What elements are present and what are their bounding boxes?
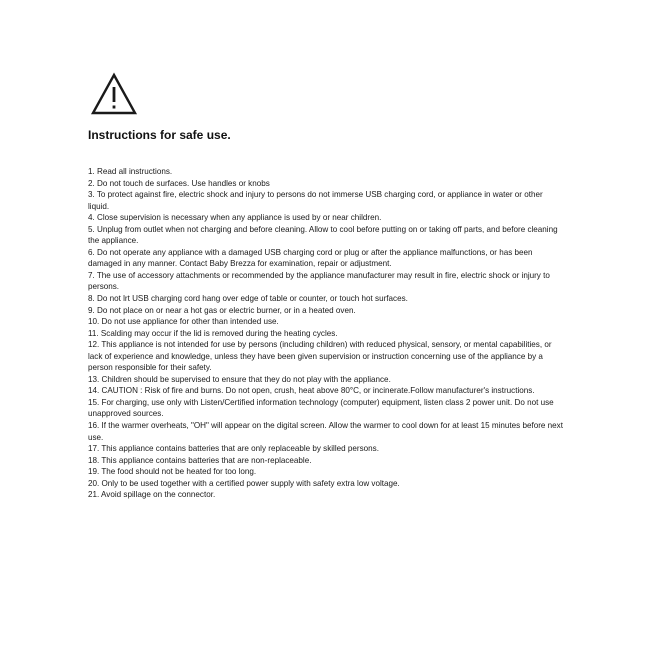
list-item: 21. Avoid spillage on the connector. [88, 490, 216, 500]
list-item: 7. The use of accessory attachments or recommended by the appliance manufacturer may result in fire, electric shock or injury to persons. [88, 270, 550, 292]
list-item: 15. For charging, use only with Listen/Certified information technology (computer) equipment, listen class 2 power unit. Do not use unapproved sources. [88, 397, 554, 419]
list-item: 8. Do not lrt USB charging cord hang over edge of table or counter, or touch hot surfaces. [88, 294, 408, 304]
list-item: 4. Close supervision is necessary when any appliance is used by or near children. [88, 213, 382, 223]
list-item: 9. Do not place on or near a hot gas or electric burner, or in a heated oven. [88, 305, 356, 315]
list-item: 3. To protect against fire, electric shock and injury to persons do not immerse USB charging cord, or appliance in water or other liquid. [88, 190, 543, 211]
warning-triangle-icon [90, 72, 138, 116]
list-item: 13. Children should be supervised to ensure that they do not play with the appliance. [88, 374, 391, 384]
list-item: 6. Do not operate any appliance with a damaged USB charging cord or plug or after the appliance malfunctions, or has been damaged in any manner. Contact Baby Brezza for examination, repair or adjustment. [88, 247, 533, 269]
list-item: 19. The food should not be heated for too long. [88, 467, 257, 477]
page-title: Instructions for safe use. [88, 128, 231, 142]
list-item: 20. Only to be used together with a certified power supply with safety extra low voltage. [88, 478, 400, 488]
list-item: 5. Unplug from outlet when not charging and before cleaning. Allow to cool before putting on or taking off parts, and before cleaning the appliance. [88, 224, 558, 246]
list-item: 14. CAUTION : Risk of fire and burns. Do not open, crush, heat above 80°C, or incinerate.Follow manufacturer's instructions. [88, 386, 535, 396]
list-item: 12. This appliance is not intended for use by persons (including children) with reduced physical, sensory, or mental capabilities, or lack of experience and knowledge, unless they have been given supervision or instruction concerning use of the appliance by a person responsible for their safety. [88, 340, 552, 373]
instruction-list [88, 166, 564, 501]
list-item: 2. Do not touch de surfaces. Use handles or knobs [88, 178, 270, 188]
list-item: 18. This appliance contains batteries that are non-replaceable. [88, 455, 312, 465]
list-item: 17. This appliance contains batteries that are only replaceable by skilled persons. [88, 444, 379, 454]
list-item: 16. If the warmer overheats, "OH" will appear on the digital screen. Allow the warmer to cool down for at least 15 minutes before next use. [88, 421, 563, 442]
list-item: 1. Read all instructions. [88, 167, 173, 176]
list-item: 10. Do not use appliance for other than intended use. [88, 317, 279, 327]
list-item: 11. Scalding may occur if the lid is removed during the heating cycles. [88, 328, 338, 338]
